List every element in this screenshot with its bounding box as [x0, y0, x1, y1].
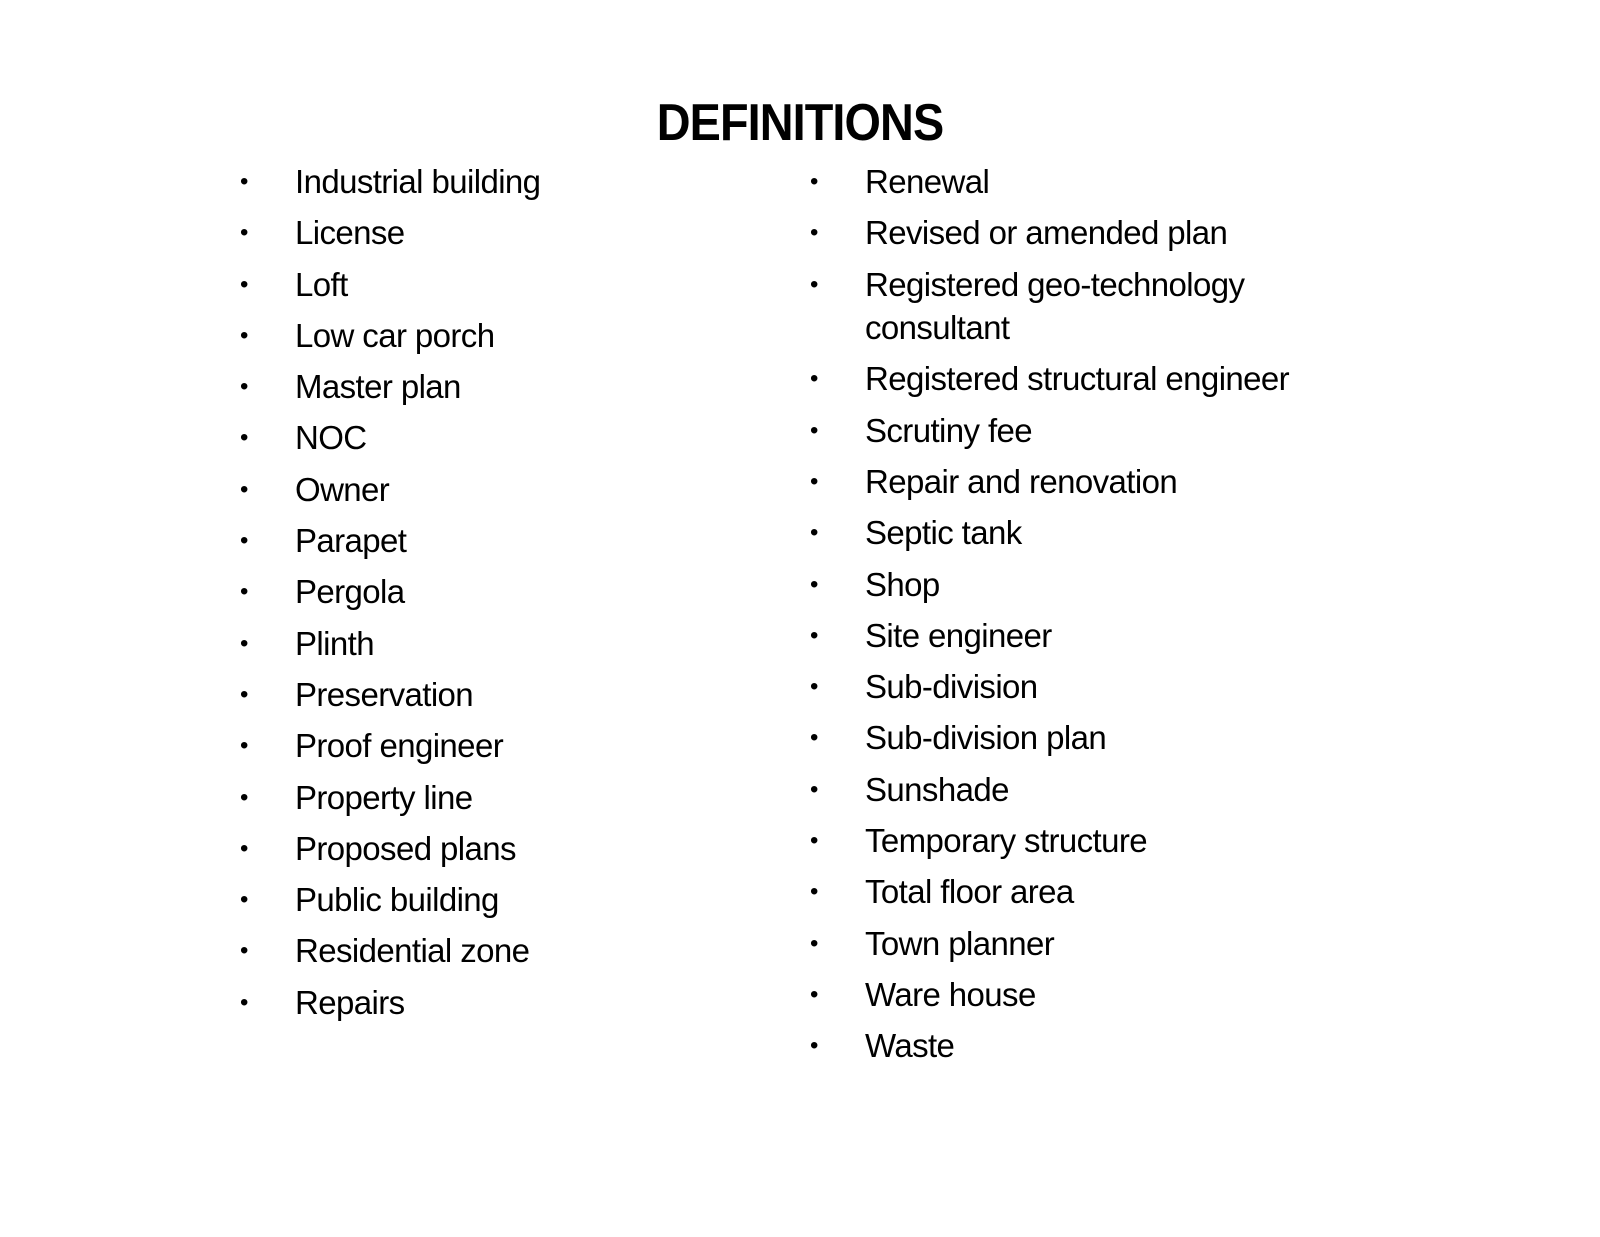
- bullet-icon: •: [240, 578, 248, 606]
- bullet-icon: •: [810, 519, 818, 547]
- term-label: Residential zone: [295, 932, 530, 970]
- list-item: [810, 922, 1305, 966]
- list-item: [240, 929, 760, 973]
- list-item: [810, 211, 1305, 255]
- bullet-icon: •: [240, 373, 248, 401]
- list-item: [810, 870, 1305, 914]
- list-item: [810, 263, 1305, 350]
- list-item: [240, 519, 760, 563]
- bullet-icon: •: [240, 168, 248, 195]
- list-item: [810, 768, 1305, 812]
- term-label: Sub-division plan: [865, 719, 1107, 757]
- bullet-icon: •: [810, 673, 818, 701]
- bullet-icon: •: [240, 680, 248, 708]
- term-label: Revised or amended plan: [865, 214, 1228, 252]
- list-item: [240, 827, 760, 871]
- page-title: DEFINITIONS: [656, 94, 944, 152]
- bullet-icon: •: [810, 570, 818, 598]
- list-item: [810, 614, 1305, 658]
- term-label: Renewal: [865, 163, 990, 200]
- bullet-icon: •: [240, 988, 248, 1016]
- term-label: Ware house: [865, 975, 1036, 1013]
- list-item: [240, 365, 760, 409]
- bullet-icon: •: [240, 475, 248, 503]
- bullet-icon: •: [810, 270, 818, 298]
- term-label: Registered geo-technology consultant: [865, 265, 1245, 347]
- bullet-icon: •: [240, 219, 248, 247]
- list-item: [810, 357, 1305, 401]
- list-item: [240, 416, 760, 460]
- bullet-icon: •: [240, 424, 248, 452]
- term-label: Waste: [865, 1027, 955, 1065]
- term-label: Preservation: [295, 675, 474, 713]
- term-label: Repairs: [295, 983, 405, 1021]
- list-item: [240, 776, 760, 820]
- list-item: [810, 160, 1305, 204]
- term-label: Low car porch: [295, 316, 495, 354]
- bullet-icon: •: [810, 219, 818, 247]
- list-item: [240, 981, 760, 1025]
- term-label: NOC: [295, 419, 367, 457]
- term-label: Parapet: [295, 522, 407, 560]
- bullet-icon: •: [240, 834, 248, 862]
- list-item: [810, 1024, 1305, 1068]
- list-item: [240, 878, 760, 922]
- list-item: [810, 665, 1305, 709]
- bullet-icon: •: [810, 365, 818, 393]
- bullet-icon: •: [240, 783, 248, 811]
- term-label: Pergola: [295, 573, 405, 611]
- list-item: [810, 409, 1305, 453]
- list-item: [240, 724, 760, 768]
- bullet-icon: •: [240, 886, 248, 914]
- bullet-icon: •: [240, 270, 248, 298]
- term-label: Temporary structure: [865, 822, 1148, 860]
- left-term-list: [240, 160, 760, 1032]
- bullet-icon: •: [810, 980, 818, 1008]
- bullet-icon: •: [810, 621, 818, 649]
- list-item: [810, 563, 1305, 607]
- term-label: Master plan: [295, 368, 461, 406]
- bullet-icon: •: [810, 467, 818, 495]
- term-label: Repair and renovation: [865, 462, 1178, 500]
- bullet-icon: •: [240, 732, 248, 760]
- bullet-icon: •: [810, 1032, 818, 1060]
- bullet-icon: •: [810, 168, 818, 195]
- bullet-icon: •: [810, 416, 818, 444]
- bullet-icon: •: [240, 937, 248, 965]
- bullet-icon: •: [810, 775, 818, 803]
- term-label: Proposed plans: [295, 829, 516, 867]
- list-item: [810, 716, 1305, 760]
- term-label: Plinth: [295, 624, 374, 662]
- list-item: [240, 263, 760, 307]
- bullet-icon: •: [240, 321, 248, 349]
- term-label: Scrutiny fee: [865, 411, 1033, 449]
- bullet-icon: •: [810, 724, 818, 752]
- bullet-icon: •: [240, 527, 248, 555]
- right-term-list: [810, 160, 1370, 1076]
- term-label: Town planner: [865, 924, 1055, 962]
- bullet-icon: •: [810, 929, 818, 957]
- term-label: Industrial building: [295, 163, 541, 200]
- term-label: Registered structural engineer: [865, 360, 1290, 398]
- list-item: [810, 511, 1305, 555]
- list-item: [240, 468, 760, 512]
- list-item: [810, 973, 1305, 1017]
- term-label: License: [295, 214, 405, 252]
- list-item: [240, 314, 760, 358]
- term-label: Public building: [295, 881, 499, 919]
- term-label: Sunshade: [865, 770, 1009, 808]
- list-item: [240, 570, 760, 614]
- bullet-icon: •: [810, 878, 818, 906]
- term-label: Shop: [865, 565, 940, 603]
- list-item: [240, 160, 760, 204]
- term-label: Proof engineer: [295, 727, 504, 765]
- list-item: [240, 622, 760, 666]
- bullet-icon: •: [810, 827, 818, 855]
- term-label: Loft: [295, 265, 348, 303]
- term-label: Property line: [295, 778, 473, 816]
- list-item: [810, 460, 1305, 504]
- term-label: Owner: [295, 470, 390, 508]
- term-label: Sub-division: [865, 668, 1038, 706]
- list-item: [240, 673, 760, 717]
- term-label: Septic tank: [865, 514, 1022, 552]
- list-item: [240, 211, 760, 255]
- term-label: Site engineer: [865, 616, 1052, 654]
- bullet-icon: •: [240, 629, 248, 657]
- list-item: [810, 819, 1305, 863]
- term-label: Total floor area: [865, 873, 1074, 911]
